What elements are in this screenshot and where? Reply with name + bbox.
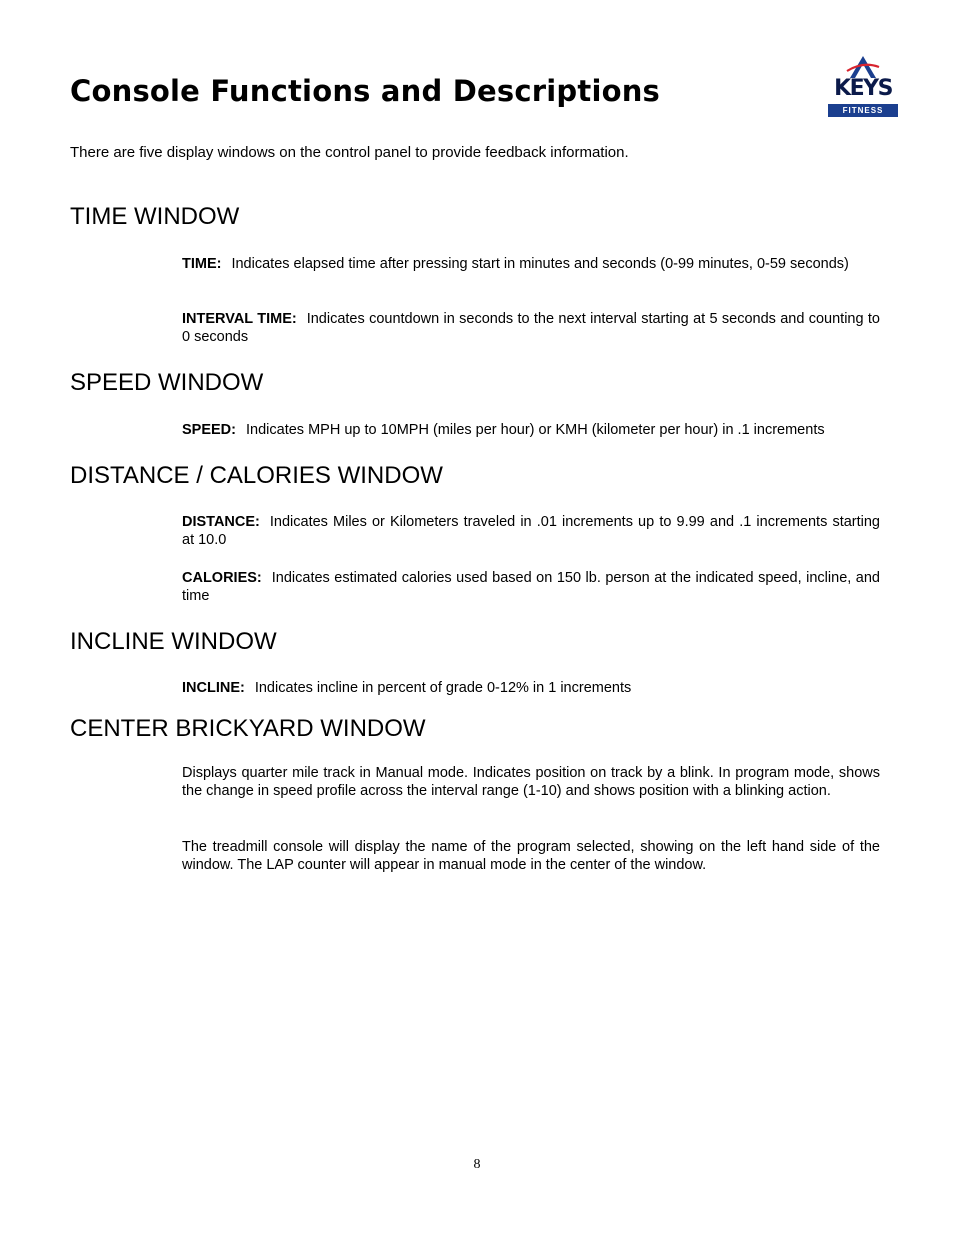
logo-band-text: FITNESS (828, 104, 898, 117)
keys-fitness-logo-icon (826, 55, 900, 119)
section-heading-center-brickyard-window: CENTER BRICKYARD WINDOW (70, 715, 426, 742)
calories-description (182, 569, 880, 605)
time-description (182, 255, 880, 273)
brickyard-paragraph-2: The treadmill console will display the name of the program selected, showing on the left hand side of the window. The LAP counter will appear in manual mode in the center of the window. (182, 839, 880, 873)
incline-text: Indicates incline in percent of grade 0-12% in 1 increments (254, 680, 632, 696)
brickyard-paragraph-1: Displays quarter mile track in Manual mode. Indicates position on track by a blink. In program mode, shows the change in speed profile across the interval range (1-10) and shows position with a blinking action. (182, 765, 880, 799)
intro-paragraph: There are five display windows on the control panel to provide feedback information. (70, 144, 629, 161)
section-heading-distance-calories-window: DISTANCE / CALORIES WINDOW (70, 462, 443, 489)
time-term: TIME: (182, 256, 222, 272)
section-heading-time-window: TIME WINDOW (70, 203, 240, 230)
calories-term: CALORIES: (182, 570, 262, 586)
incline-description (182, 679, 880, 697)
logo-wordmark: KEYS (834, 76, 892, 101)
interval-time-text: Indicates countdown in seconds to the next interval starting at 5 seconds and counting to 0 seconds (182, 311, 880, 345)
time-text: Indicates elapsed time after pressing start in minutes and seconds (0-99 minutes, 0-59 seconds) (231, 256, 849, 272)
calories-text: Indicates estimated calories used based on 150 lb. person at the indicated speed, incline, and time (182, 570, 880, 604)
interval-time-term: INTERVAL TIME: (182, 311, 297, 327)
distance-description (182, 513, 880, 549)
interval-time-description (182, 310, 880, 346)
page-title: Console Functions and Descriptions (70, 74, 661, 108)
incline-term: INCLINE: (182, 680, 245, 696)
distance-text: Indicates Miles or Kilometers traveled in .01 increments up to 9.99 and .1 increments starting at 10.0 (182, 514, 880, 548)
distance-term: DISTANCE: (182, 514, 260, 530)
section-heading-incline-window: INCLINE WINDOW (70, 628, 277, 655)
speed-term: SPEED: (182, 422, 236, 438)
speed-text: Indicates MPH up to 10MPH (miles per hour) or KMH (kilometer per hour) in .1 increments (246, 422, 825, 438)
page-number: 8 (473, 1157, 481, 1172)
section-heading-speed-window: SPEED WINDOW (70, 369, 264, 396)
speed-description (182, 421, 880, 439)
